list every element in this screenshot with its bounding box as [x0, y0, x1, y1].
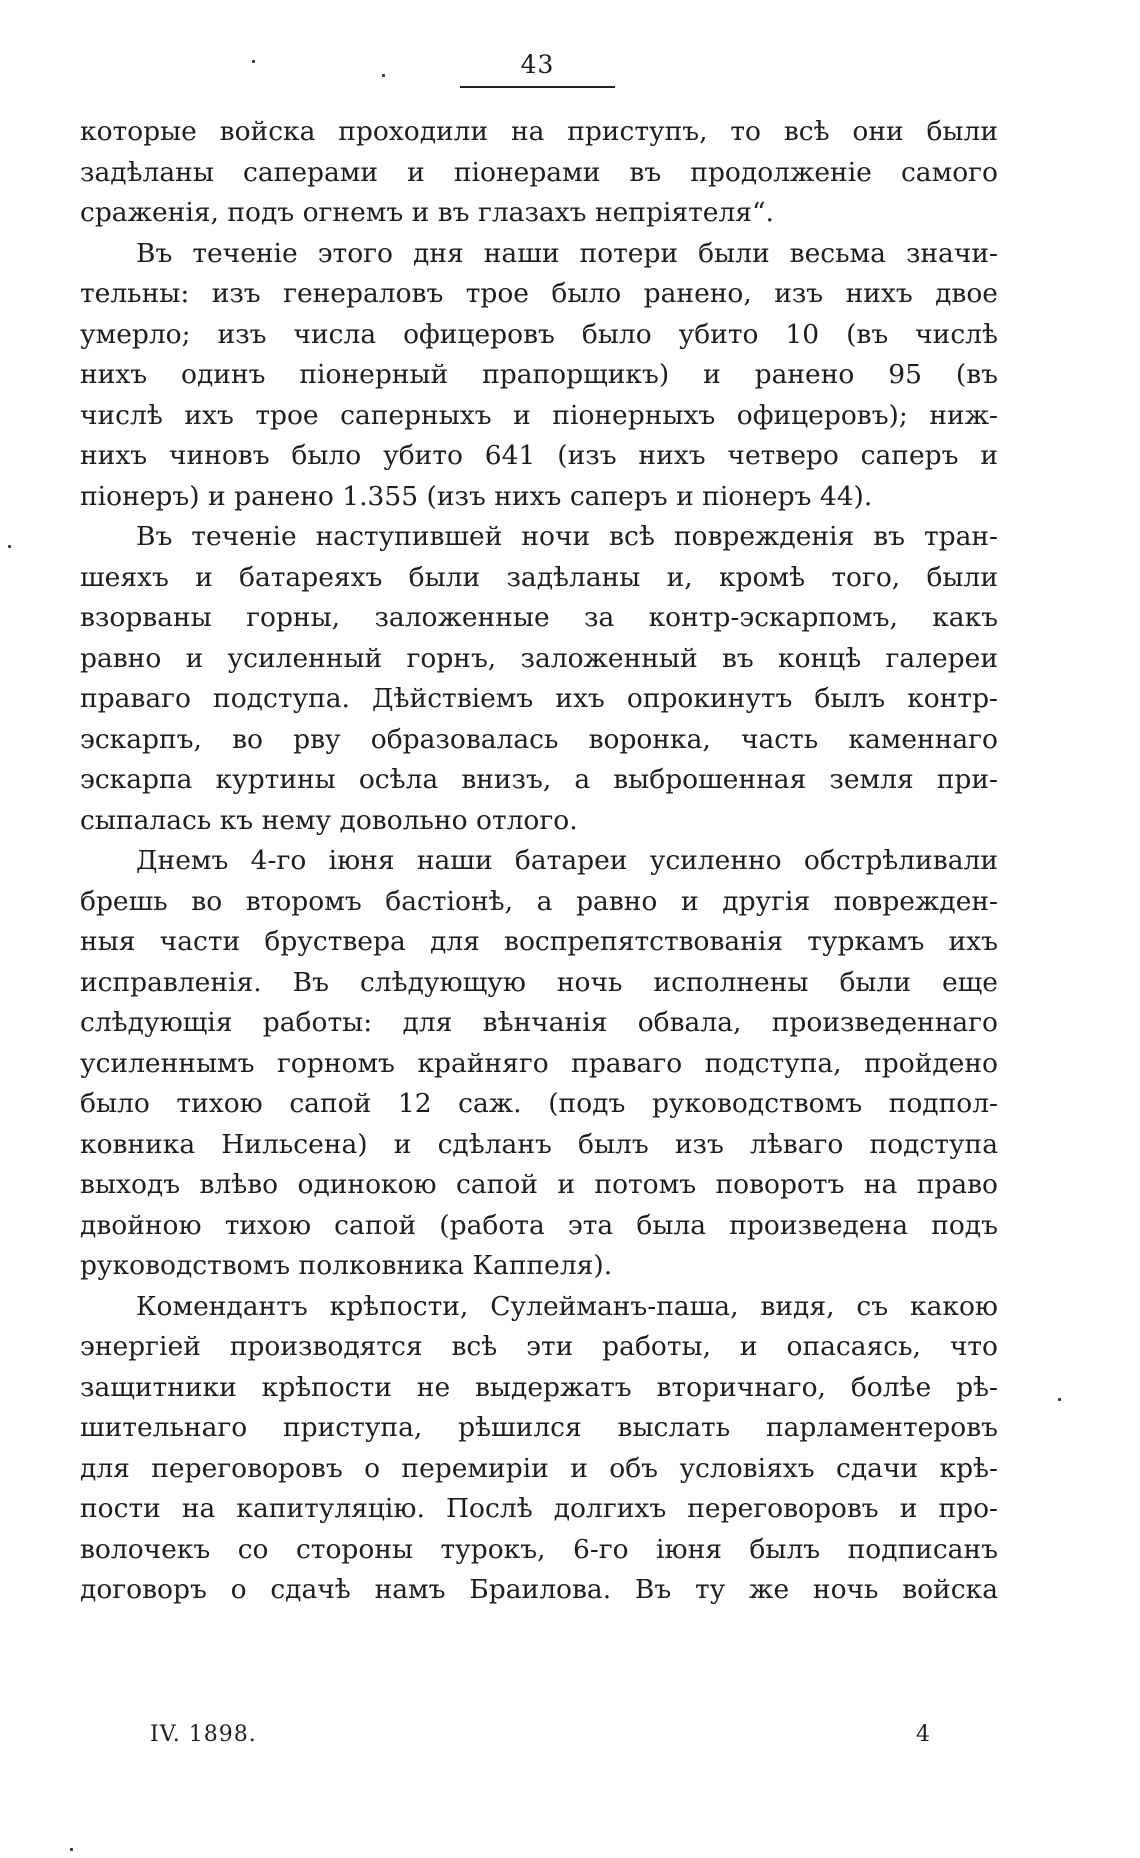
paragraph — [80, 841, 998, 1287]
text-line: энергіей производятся всѣ эти работы, и опасаясь, что — [80, 1331, 998, 1362]
text-line: ковника Нильсена) и сдѣланъ былъ изъ лѣваго подступа — [80, 1128, 998, 1160]
page-body — [80, 112, 998, 1611]
text-line: числѣ ихъ трое саперныхъ и піонерныхъ офицеровъ); ниж- — [80, 399, 998, 431]
page-number: 43 — [520, 50, 555, 79]
text-line: праваго подступа. Дѣйствіемъ ихъ опрокинутъ былъ контр- — [80, 683, 998, 714]
text-line: сраженія, подъ огнемъ и въ глазахъ непріятеля“. — [80, 197, 774, 228]
print-speck — [8, 545, 11, 548]
signature-mark: IV. 1898. — [150, 1722, 257, 1747]
text-line: ныя части бруствера для воспрепятствованія туркамъ ихъ — [80, 926, 998, 957]
signature-number: 4 — [916, 1722, 930, 1747]
text-line: для переговоровъ о перемиріи и объ условіяхъ сдачи крѣ- — [80, 1452, 998, 1484]
text-line: сыпалась къ нему довольно отлого. — [80, 804, 578, 836]
text-line: защитники крѣпости не выдержатъ вторичнаго, болѣе рѣ- — [80, 1371, 998, 1403]
text-line: равно и усиленный горнъ, заложенный въ концѣ галереи — [80, 642, 998, 674]
paragraph — [80, 112, 998, 234]
paragraph — [80, 1287, 998, 1611]
text-line: Въ теченіе наступившей ночи всѣ поврежденія въ тран- — [136, 521, 998, 552]
header-rule — [460, 86, 615, 88]
text-line: двойною тихою сапой (работа эта была произведена подъ — [80, 1209, 998, 1241]
paragraph — [80, 234, 998, 518]
print-speck — [70, 1848, 73, 1851]
text-line: эскарпа куртины осѣла внизъ, а выброшенная земля при- — [80, 764, 998, 795]
page-header — [460, 50, 615, 80]
text-line: было тихою сапой 12 саж. (подъ руководствомъ подпол- — [80, 1088, 998, 1119]
text-line: слѣдующія работы: для вѣнчанія обвала, произведеннаго — [80, 1007, 998, 1038]
text-line: усиленнымъ горномъ крайняго праваго подступа, пройдено — [80, 1047, 998, 1079]
paragraph — [80, 517, 998, 841]
print-speck — [1058, 1398, 1061, 1401]
text-line: брешь во второмъ бастіонѣ, а равно и другія поврежден- — [80, 885, 998, 917]
text-line: договоръ о сдачѣ намъ Браилова. Въ ту же ночь войска — [80, 1574, 998, 1605]
print-speck — [382, 74, 385, 77]
text-line: Въ теченіе этого дня наши потери были весьма значи- — [136, 237, 998, 269]
text-line: выходъ влѣво одинокою сапой и потомъ поворотъ на право — [80, 1169, 998, 1200]
page-footer — [150, 1720, 930, 1750]
text-line: нихъ одинъ піонерный прапорщикъ) и ранено 95 (въ — [80, 359, 998, 390]
text-line: умерло; изъ числа офицеровъ было убито 10 (въ числѣ — [80, 318, 998, 350]
text-line: піонеръ) и ранено 1.355 (изъ нихъ саперъ и піонеръ 44). — [80, 480, 873, 512]
text-line: нихъ чиновъ было убито 641 (изъ нихъ четверо саперъ и — [80, 440, 998, 471]
text-line: руководствомъ полковника Каппеля). — [80, 1250, 613, 1281]
text-line: задѣланы саперами и піонерами въ продолженіе самого — [80, 156, 998, 188]
text-line: Днемъ 4-го іюня наши батареи усиленно обстрѣливали — [136, 845, 998, 876]
print-speck — [252, 60, 255, 63]
text-line: шеяхъ и батареяхъ были задѣланы и, кромѣ того, были — [80, 561, 998, 593]
text-line: пости на капитуляцію. Послѣ долгихъ переговоровъ и про- — [80, 1493, 998, 1524]
text-line: шительнаго приступа, рѣшился выслать парламентеровъ — [80, 1412, 998, 1443]
text-line: эскарпъ, во рву образовалась воронка, часть каменнаго — [80, 723, 998, 755]
text-line: взорваны горны, заложенные за контр-эскарпомъ, какъ — [80, 602, 998, 633]
text-line: которые войска проходили на приступъ, то всѣ они были — [80, 116, 998, 147]
text-line: тельны: изъ генераловъ трое было ранено, изъ нихъ двое — [80, 278, 998, 309]
text-line: Комендантъ крѣпости, Сулейманъ-паша, видя, съ какою — [136, 1290, 998, 1322]
text-line: исправленія. Въ слѣдующую ночь исполнены были еще — [80, 966, 998, 998]
text-line: волочекъ со стороны турокъ, 6-го іюня былъ подписанъ — [80, 1533, 998, 1565]
